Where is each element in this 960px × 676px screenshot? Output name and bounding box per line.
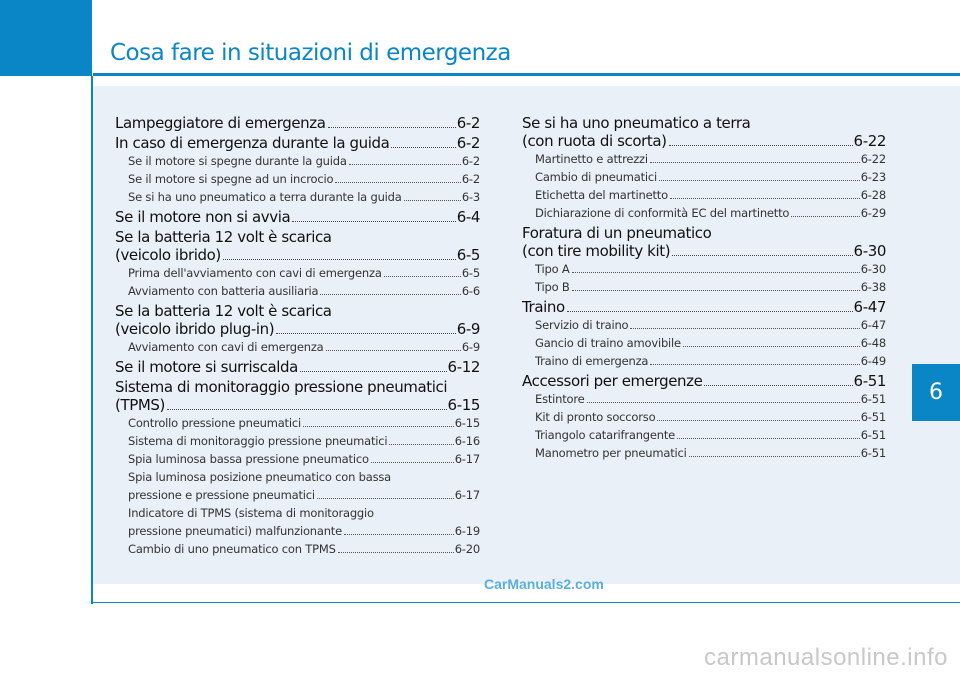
toc-subentry[interactable] bbox=[522, 150, 886, 168]
toc-entry[interactable] bbox=[115, 114, 480, 132]
toc-subentry[interactable] bbox=[115, 152, 480, 170]
toc-page-number: 6-2 bbox=[461, 154, 480, 168]
toc-subentry[interactable] bbox=[522, 316, 886, 334]
toc-subentry[interactable] bbox=[522, 278, 886, 296]
dot-leader bbox=[384, 276, 461, 277]
dot-leader bbox=[669, 145, 853, 146]
toc-subentry[interactable] bbox=[522, 352, 886, 370]
toc-subentry[interactable] bbox=[115, 468, 480, 504]
toc-entry[interactable] bbox=[115, 302, 480, 338]
toc-entry-title: Cambio di uno pneumatico con TPMS bbox=[128, 542, 336, 556]
dot-leader bbox=[338, 552, 454, 553]
dot-leader bbox=[276, 333, 455, 334]
toc-page-number: 6-17 bbox=[454, 488, 480, 502]
toc-page-number: 6-6 bbox=[461, 284, 480, 298]
toc-page-number: 6-3 bbox=[461, 190, 480, 204]
toc-subentry[interactable] bbox=[115, 338, 480, 356]
toc-entry-title: Foratura di un pneumatico bbox=[522, 224, 712, 242]
toc-page-number: 6-9 bbox=[456, 320, 480, 338]
toc-subentry[interactable] bbox=[522, 260, 886, 278]
toc-page-number: 6-51 bbox=[860, 392, 886, 406]
toc-entry-title: Martinetto e attrezzi bbox=[535, 152, 648, 166]
chapter-tab[interactable]: 6 bbox=[912, 364, 960, 421]
toc-subentry[interactable] bbox=[522, 426, 886, 444]
toc-entry-title: (con ruota di scorta) bbox=[522, 132, 667, 150]
toc-entry-title: Kit di pronto soccorso bbox=[535, 410, 656, 424]
dot-leader bbox=[303, 426, 454, 427]
toc-subentry[interactable] bbox=[522, 334, 886, 352]
toc-subentry[interactable] bbox=[115, 188, 480, 206]
dot-leader bbox=[404, 200, 461, 201]
toc-entry-title: Controllo pressione pneumatici bbox=[128, 416, 301, 430]
toc-entry[interactable] bbox=[115, 358, 480, 376]
toc-entry-title: Avviamento con batteria ausiliaria bbox=[128, 284, 319, 298]
toc-entry-title: Se si ha uno pneumatico a terra bbox=[522, 114, 751, 132]
toc-entry-title: Dichiarazione di conformità EC del martinetto bbox=[535, 206, 790, 220]
toc-page-number: 6-29 bbox=[860, 206, 886, 220]
dot-leader bbox=[223, 259, 456, 260]
toc-page-number: 6-15 bbox=[454, 416, 480, 430]
toc-page-number: 6-22 bbox=[853, 132, 886, 150]
toc-page-number: 6-5 bbox=[461, 266, 480, 280]
toc-entry-title: Se il motore si surriscalda bbox=[115, 358, 298, 376]
toc-entry-title: Etichetta del martinetto bbox=[535, 188, 668, 202]
toc-entry-title: Estintore bbox=[535, 392, 585, 406]
dot-leader bbox=[689, 456, 860, 457]
toc-page-number: 6-16 bbox=[454, 434, 480, 448]
dot-leader bbox=[791, 216, 859, 217]
toc-subentry[interactable] bbox=[115, 504, 480, 540]
toc-right-column bbox=[522, 112, 886, 462]
corner-color-block bbox=[0, 0, 92, 76]
dot-leader bbox=[630, 328, 859, 329]
toc-subentry[interactable] bbox=[522, 204, 886, 222]
dot-leader bbox=[704, 385, 852, 386]
toc-entry-title: Lampeggiatore di emergenza bbox=[115, 114, 326, 132]
toc-page-number: 6-17 bbox=[454, 452, 480, 466]
toc-subentry[interactable] bbox=[115, 282, 480, 300]
toc-entry[interactable] bbox=[522, 114, 886, 150]
page-title: Cosa fare in situazioni di emergenza bbox=[110, 40, 511, 66]
toc-subentry[interactable] bbox=[115, 414, 480, 432]
dot-leader bbox=[300, 371, 447, 372]
dot-leader bbox=[683, 346, 860, 347]
dot-leader bbox=[335, 182, 461, 183]
toc-page-number: 6-23 bbox=[860, 170, 886, 184]
dot-leader bbox=[572, 290, 860, 291]
dot-leader bbox=[389, 444, 453, 445]
toc-entry-title: Sistema di monitoraggio pressione pneumatici bbox=[115, 378, 448, 396]
toc-page-number: 6-12 bbox=[447, 358, 480, 376]
toc-page-number: 6-2 bbox=[456, 114, 480, 132]
toc-subentry[interactable] bbox=[115, 450, 480, 468]
toc-entry-title: Spia luminosa bassa pressione pneumatico bbox=[128, 452, 369, 466]
toc-page-number: 6-28 bbox=[860, 188, 886, 202]
dot-leader bbox=[371, 462, 454, 463]
toc-entry-title: Indicatore di TPMS (sistema di monitoraggio bbox=[128, 506, 374, 520]
toc-entry-title: Se si ha uno pneumatico a terra durante la guida bbox=[128, 190, 402, 204]
dot-leader bbox=[657, 420, 859, 421]
toc-entry-title: Sistema di monitoraggio pressione pneumatici bbox=[128, 434, 388, 448]
toc-subentry[interactable] bbox=[115, 540, 480, 558]
toc-entry-title: Prima dell'avviamento con cavi di emergenza bbox=[128, 266, 382, 280]
toc-subentry[interactable] bbox=[115, 432, 480, 450]
toc-entry-title: Se la batteria 12 volt è scarica bbox=[115, 302, 332, 320]
toc-entry-title: Traino di emergenza bbox=[535, 354, 649, 368]
toc-entry-title: Servizio di traino bbox=[535, 318, 629, 332]
toc-page-number: 6-30 bbox=[853, 242, 886, 260]
toc-entry[interactable] bbox=[115, 228, 480, 264]
toc-entry-title: Cambio di pneumatici bbox=[535, 170, 658, 184]
dot-leader bbox=[650, 162, 860, 163]
toc-entry-title: In caso di emergenza durante la guida bbox=[115, 134, 390, 152]
dot-leader bbox=[292, 221, 455, 222]
toc-entry[interactable] bbox=[115, 378, 480, 414]
toc-entry[interactable] bbox=[115, 134, 480, 152]
toc-entry[interactable] bbox=[115, 208, 480, 226]
toc-entry-title: Manometro per pneumatici bbox=[535, 446, 687, 460]
toc-entry-title: (veicolo ibrido) bbox=[115, 246, 221, 264]
dot-leader bbox=[391, 147, 455, 148]
dot-leader bbox=[317, 498, 454, 499]
toc-page-number: 6-15 bbox=[447, 396, 480, 414]
toc-entry[interactable] bbox=[522, 372, 886, 390]
watermark: CarManuals2.com bbox=[484, 576, 604, 592]
toc-entry-title: Avviamento con cavi di emergenza bbox=[128, 340, 324, 354]
toc-entry-title: Tipo A bbox=[535, 262, 570, 276]
dot-leader bbox=[349, 164, 461, 165]
toc-entry-title: Spia luminosa posizione pneumatico con bassa bbox=[128, 470, 392, 484]
toc-subentry[interactable] bbox=[115, 170, 480, 188]
toc-page-number: 6-47 bbox=[860, 318, 886, 332]
bottom-rule bbox=[93, 602, 960, 603]
dot-leader bbox=[670, 198, 860, 199]
toc-page-number: 6-51 bbox=[860, 428, 886, 442]
dot-leader bbox=[677, 438, 860, 439]
toc-entry-title: Se la batteria 12 volt è scarica bbox=[115, 228, 332, 246]
toc-entry-title: (con tire mobility kit) bbox=[522, 242, 671, 260]
toc-entry[interactable] bbox=[522, 298, 886, 316]
toc-entry-title: Se il motore si spegne durante la guida bbox=[128, 154, 347, 168]
toc-entry-title: Accessori per emergenze bbox=[522, 372, 703, 390]
toc-page-number: 6-4 bbox=[456, 208, 480, 226]
toc-entry-title: Traino bbox=[522, 298, 565, 316]
dot-leader bbox=[572, 272, 860, 273]
dot-leader bbox=[587, 402, 860, 403]
dot-leader bbox=[567, 311, 853, 312]
toc-subentry[interactable] bbox=[522, 444, 886, 462]
toc-entry-title: Triangolo catarifrangente bbox=[535, 428, 676, 442]
toc-entry-title: Gancio di traino amovibile bbox=[535, 336, 681, 350]
dot-leader bbox=[328, 127, 456, 128]
toc-page-number: 6-47 bbox=[853, 298, 886, 316]
dot-leader bbox=[344, 534, 454, 535]
dot-leader bbox=[326, 350, 461, 351]
toc-entry-title: Se il motore si spegne ad un incrocio bbox=[128, 172, 334, 186]
toc-subentry[interactable] bbox=[522, 186, 886, 204]
toc-page-number: 6-48 bbox=[860, 336, 886, 350]
toc-page-number: 6-2 bbox=[456, 134, 480, 152]
toc-subentry[interactable] bbox=[522, 390, 886, 408]
toc-subentry[interactable] bbox=[115, 264, 480, 282]
toc-page-number: 6-30 bbox=[860, 262, 886, 276]
dot-leader bbox=[320, 294, 461, 295]
toc-subentry[interactable] bbox=[522, 168, 886, 186]
toc-subentry[interactable] bbox=[522, 408, 886, 426]
title-underline bbox=[93, 73, 960, 76]
toc-entry[interactable] bbox=[522, 224, 886, 260]
toc-entry-title: (TPMS) bbox=[115, 396, 165, 414]
toc-entry-title: Tipo B bbox=[535, 280, 570, 294]
toc-page-number: 6-2 bbox=[461, 172, 480, 186]
toc-entry-title: (veicolo ibrido plug-in) bbox=[115, 320, 275, 338]
dot-leader bbox=[650, 364, 859, 365]
toc-page-number: 6-38 bbox=[860, 280, 886, 294]
toc-page-number: 6-51 bbox=[860, 410, 886, 424]
footer-brand: carmanualsonline.info bbox=[704, 644, 948, 671]
toc-entry-title: Se il motore non si avvia bbox=[115, 208, 291, 226]
toc-page-number: 6-20 bbox=[454, 542, 480, 556]
toc-page-number: 6-51 bbox=[860, 446, 886, 460]
toc-entry-title: pressione e pressione pneumatici bbox=[128, 488, 315, 502]
toc-page-number: 6-22 bbox=[860, 152, 886, 166]
toc-page-number: 6-19 bbox=[454, 524, 480, 538]
toc-page-number: 6-5 bbox=[456, 246, 480, 264]
dot-leader bbox=[659, 180, 860, 181]
toc-left-column bbox=[115, 112, 480, 558]
toc-entry-title: pressione pneumatici) malfunzionante bbox=[128, 524, 342, 538]
toc-page-number: 6-9 bbox=[461, 340, 480, 354]
dot-leader bbox=[167, 409, 447, 410]
toc-page-number: 6-51 bbox=[853, 372, 886, 390]
dot-leader bbox=[672, 255, 852, 256]
toc-page-number: 6-49 bbox=[860, 354, 886, 368]
